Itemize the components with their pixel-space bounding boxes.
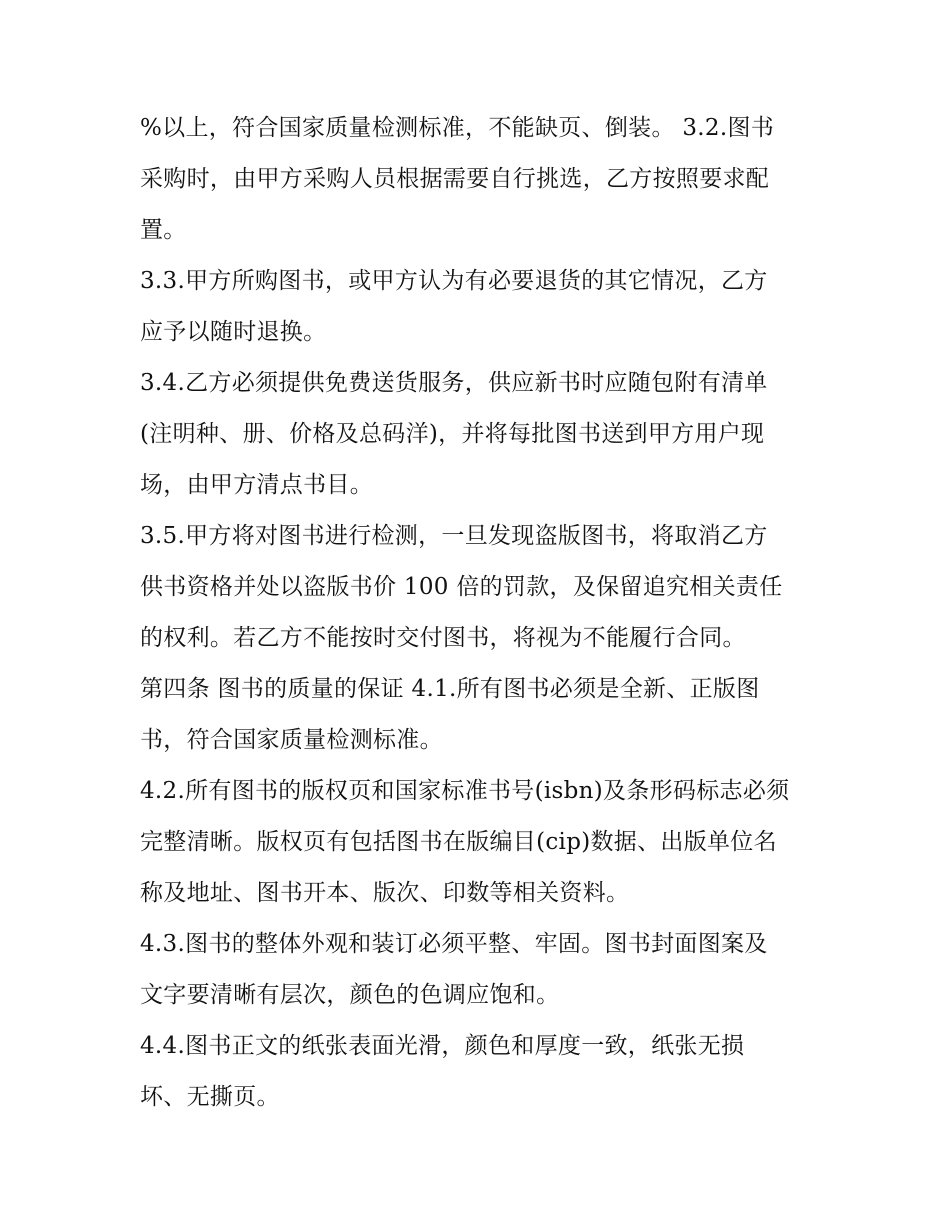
text-line: 3.4.乙方必须提供免费送货服务，供应新书时应随包附有清单 — [140, 370, 768, 396]
text-line: 文字要清晰有层次，颜色的色调应饱和。 — [140, 982, 560, 1008]
text-line: 4.2.所有图书的版权页和国家标准书号(isbn)及条形码标志必须 — [140, 778, 790, 804]
text-line: 称及地址、图书开本、版次、印数等相关资料。 — [140, 880, 630, 906]
text-line: 4.3.图书的整体外观和装订必须平整、牢固。图书封面图案及 — [140, 931, 768, 957]
document-body — [140, 103, 830, 1123]
text-line: 应予以随时退换。 — [140, 319, 327, 345]
text-line: %以上，符合国家质量检测标准，不能缺页、倒装。 3.2.图书 — [140, 115, 775, 141]
text-line: 场，由甲方清点书目。 — [140, 472, 373, 498]
text-line: 完整清晰。版权页有包括图书在版编目(cip)数据、出版单位名 — [140, 829, 777, 855]
text-line: 置。 — [140, 217, 187, 243]
text-line: 采购时，由甲方采购人员根据需要自行挑选，乙方按照要求配 — [140, 166, 770, 192]
text-line: 坏、无撕页。 — [140, 1084, 280, 1110]
text-line: 供书资格并处以盗版书价 100 倍的罚款，及保留追究相关责任 — [140, 574, 783, 600]
text-line: 3.5.甲方将对图书进行检测，一旦发现盗版图书，将取消乙方 — [140, 523, 768, 549]
text-line: 的权利。若乙方不能按时交付图书，将视为不能履行合同。 — [140, 625, 746, 651]
text-line: 书，符合国家质量检测标准。 — [140, 727, 443, 753]
text-line: (注明种、册、价格及总码洋)，并将每批图书送到甲方用户现 — [140, 421, 765, 447]
text-line: 第四条 图书的质量的保证 4.1.所有图书必须是全新、正版图 — [140, 676, 760, 702]
text-line: 3.3.甲方所购图书，或甲方认为有必要退货的其它情况，乙方 — [140, 268, 768, 294]
text-line: 4.4.图书正文的纸张表面光滑，颜色和厚度一致，纸张无损 — [140, 1033, 745, 1059]
